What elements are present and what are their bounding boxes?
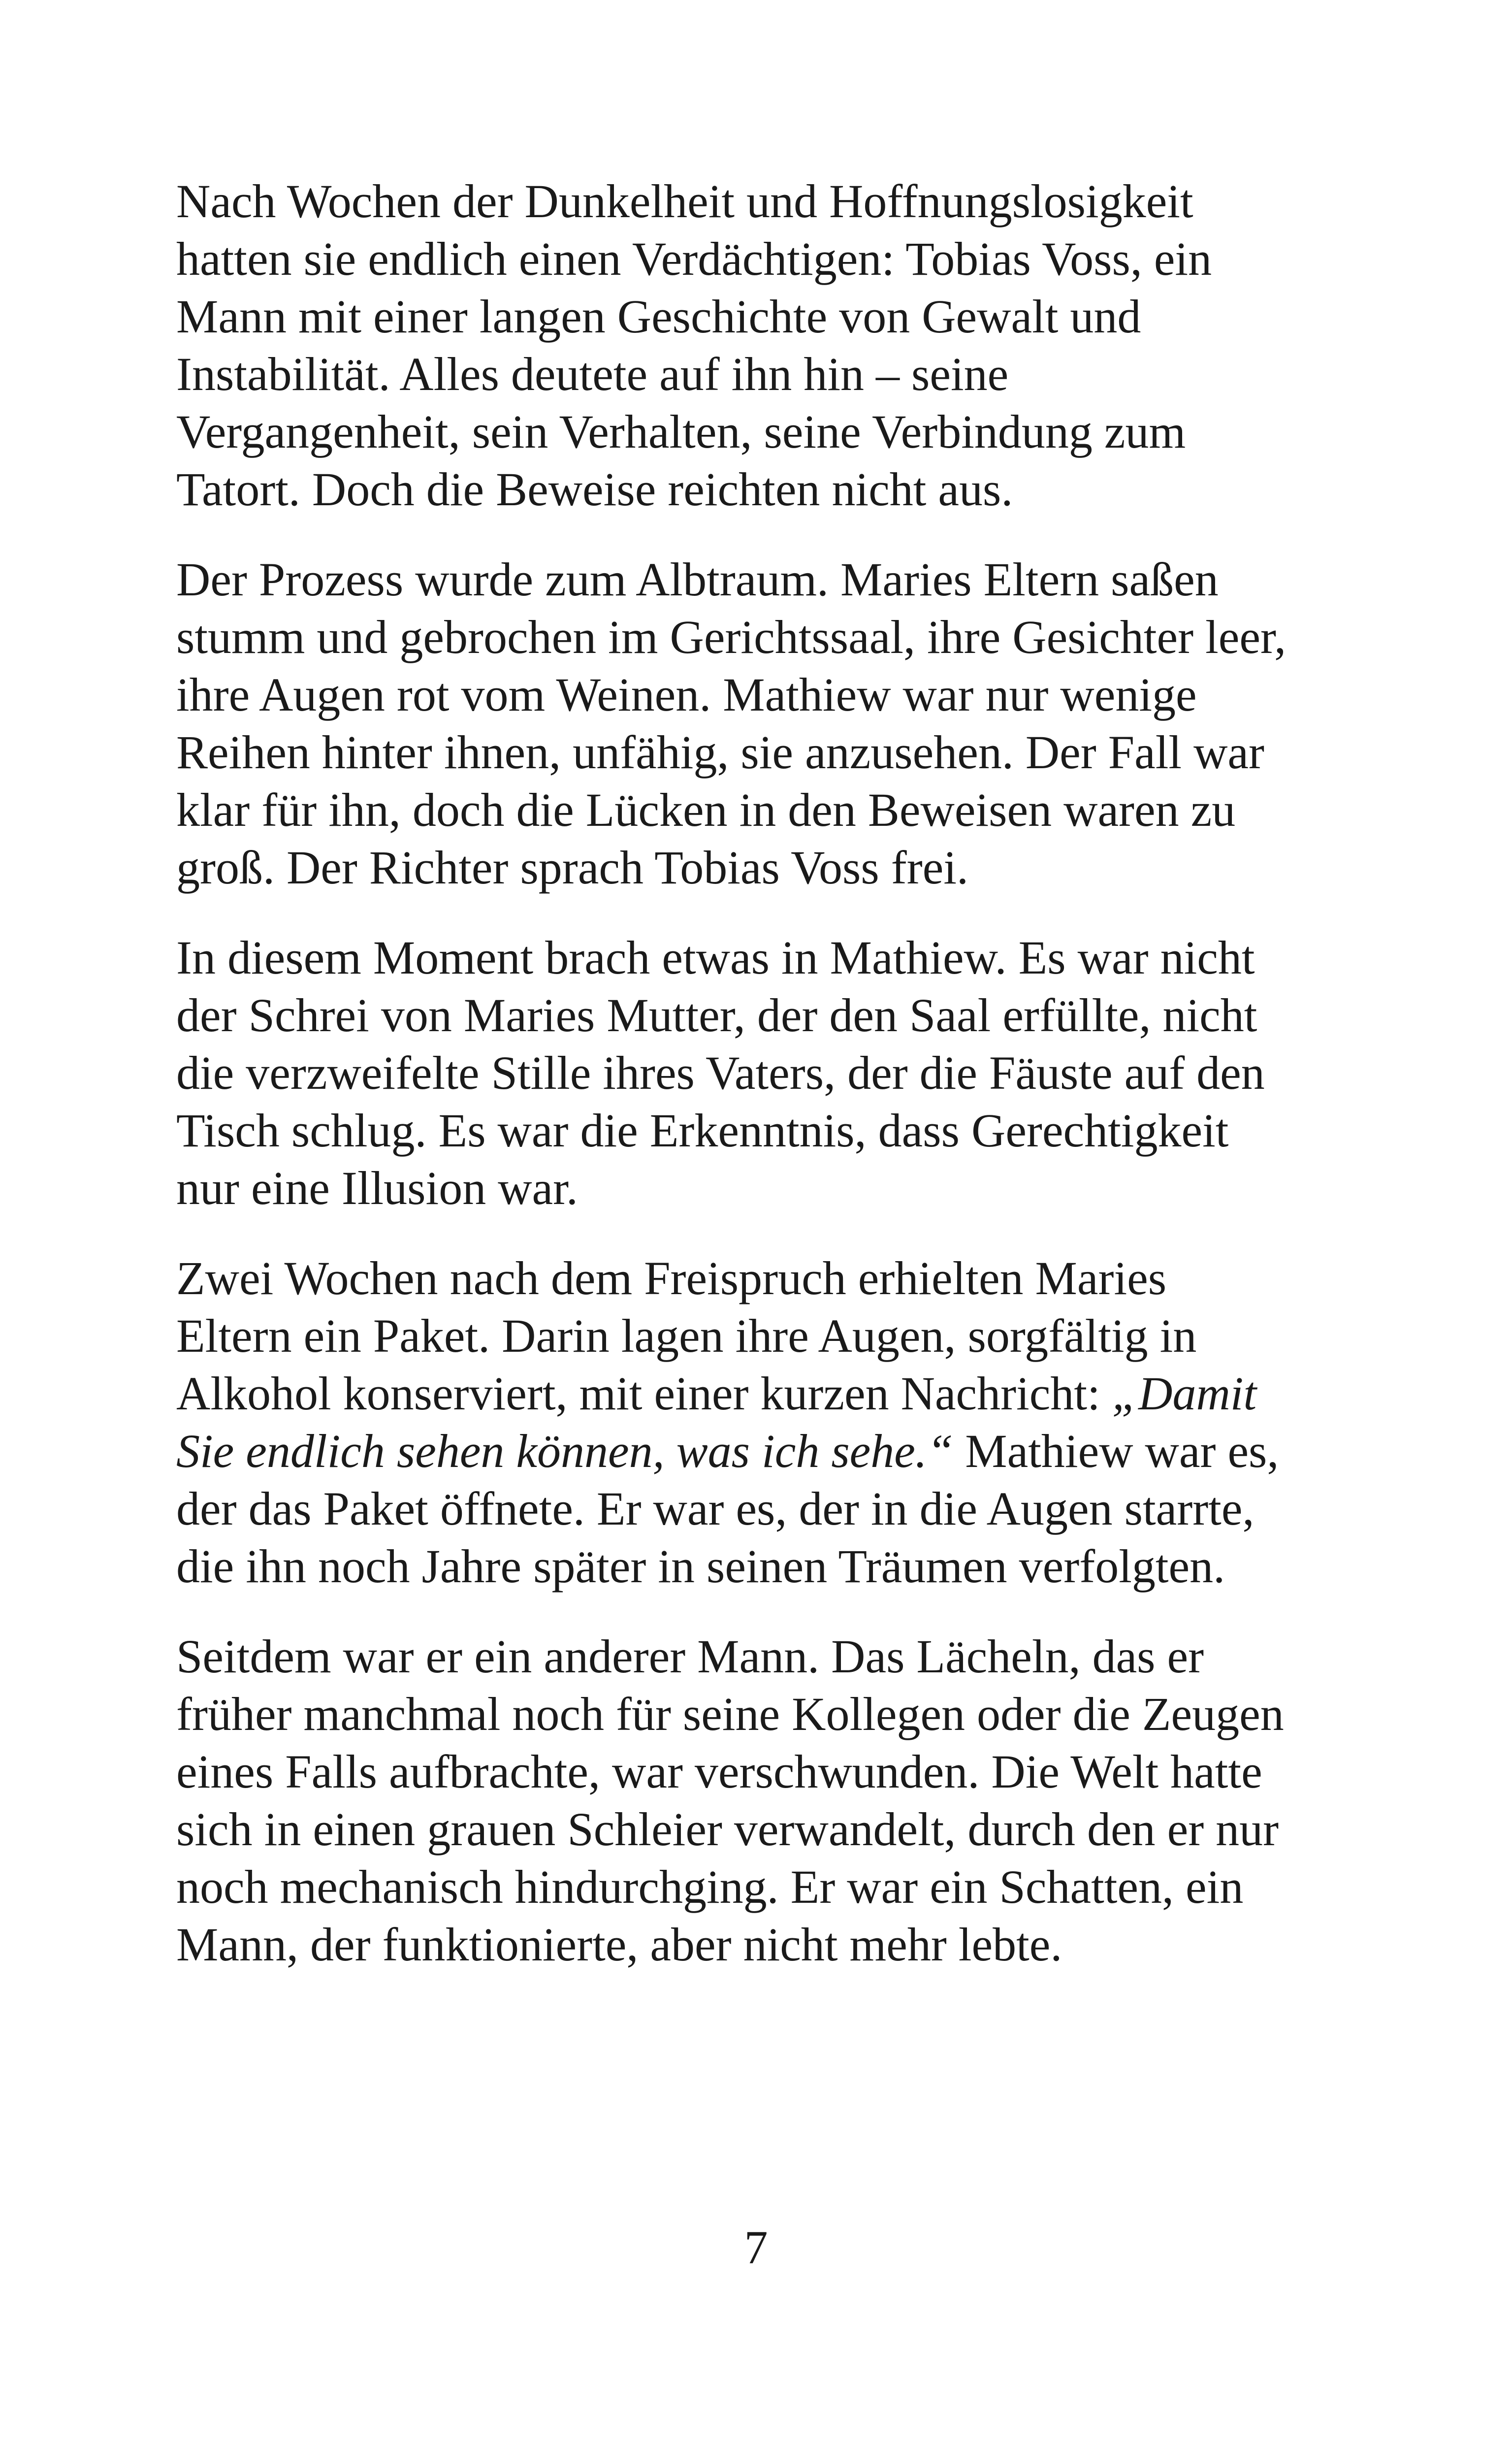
text-line: der das Paket öffnete. Er war es, der in die Augen starrte, — [176, 1482, 1255, 1535]
text-line: klar für ihn, doch die Lücken in den Beweisen waren zu — [176, 783, 1236, 836]
text-line: groß. Der Richter sprach Tobias Voss frei. — [176, 841, 968, 894]
text-line: Tatort. Doch die Beweise reichten nicht aus. — [176, 463, 1013, 516]
text-segment: Mathiew war es, — [953, 1425, 1279, 1477]
text-line — [176, 1365, 1353, 1422]
text-line: Nach Wochen der Dunkelheit und Hoffnungslosigkeit — [176, 175, 1193, 228]
text-line — [176, 1422, 1353, 1480]
text-line: Tisch schlug. Es war die Erkenntnis, dass Gerechtigkeit — [176, 1104, 1229, 1157]
text-line: Mann mit einer langen Geschichte von Gewalt und — [176, 290, 1141, 343]
text-line: Instabilität. Alles deutete auf ihn hin – seine — [176, 348, 1009, 400]
text-line: hatten sie endlich einen Verdächtigen: Tobias Voss, ein — [176, 232, 1212, 285]
paragraph — [176, 172, 1353, 518]
text-segment: Alkohol konserviert, mit einer kurzen Nachricht: — [176, 1367, 1112, 1420]
text-line: Der Prozess wurde zum Albtraum. Maries Eltern saßen — [176, 553, 1219, 606]
body-text — [176, 172, 1353, 2006]
text-line: nur eine Illusion war. — [176, 1162, 578, 1214]
italic-quote: Sie endlich sehen können, was ich sehe.“ — [176, 1425, 954, 1477]
text-line: noch mechanisch hindurchging. Er war ein Schatten, ein — [176, 1860, 1244, 1913]
text-line: Seitdem war er ein anderer Mann. Das Lächeln, das er — [176, 1630, 1204, 1683]
text-line: stumm und gebrochen im Gerichtssaal, ihre Gesichter leer, — [176, 611, 1287, 663]
text-line: eines Falls aufbrachte, war verschwunden. Die Welt hatte — [176, 1745, 1262, 1798]
text-line: Vergangenheit, sein Verhalten, seine Verbindung zum — [176, 405, 1186, 458]
text-line: früher manchmal noch für seine Kollegen oder die Zeugen — [176, 1688, 1284, 1740]
text-line: Reihen hinter ihnen, unfähig, sie anzusehen. Der Fall war — [176, 726, 1264, 779]
text-line: ihre Augen rot vom Weinen. Mathiew war nur wenige — [176, 668, 1197, 721]
text-line: die verzweifelte Stille ihres Vaters, der die Fäuste auf den — [176, 1046, 1265, 1099]
text-line: Mann, der funktionierte, aber nicht mehr lebte. — [176, 1918, 1062, 1971]
text-line: die ihn noch Jahre später in seinen Träumen verfolgten. — [176, 1540, 1225, 1593]
paragraph — [176, 551, 1353, 896]
paragraph — [176, 1249, 1353, 1595]
text-line: In diesem Moment brach etwas in Mathiew. Es war nicht — [176, 931, 1255, 984]
paragraph — [176, 1628, 1353, 1973]
text-line: der Schrei von Maries Mutter, der den Saal erfüllte, nicht — [176, 989, 1257, 1042]
italic-quote: „Damit — [1112, 1367, 1257, 1420]
paragraph — [176, 929, 1353, 1217]
text-line: Zwei Wochen nach dem Freispruch erhielten Maries — [176, 1252, 1167, 1304]
text-line: Eltern ein Paket. Darin lagen ihre Augen, sorgfältig in — [176, 1309, 1197, 1362]
page-number: 7 — [744, 2221, 768, 2274]
text-line: sich in einen grauen Schleier verwandelt, durch den er nur — [176, 1803, 1279, 1856]
